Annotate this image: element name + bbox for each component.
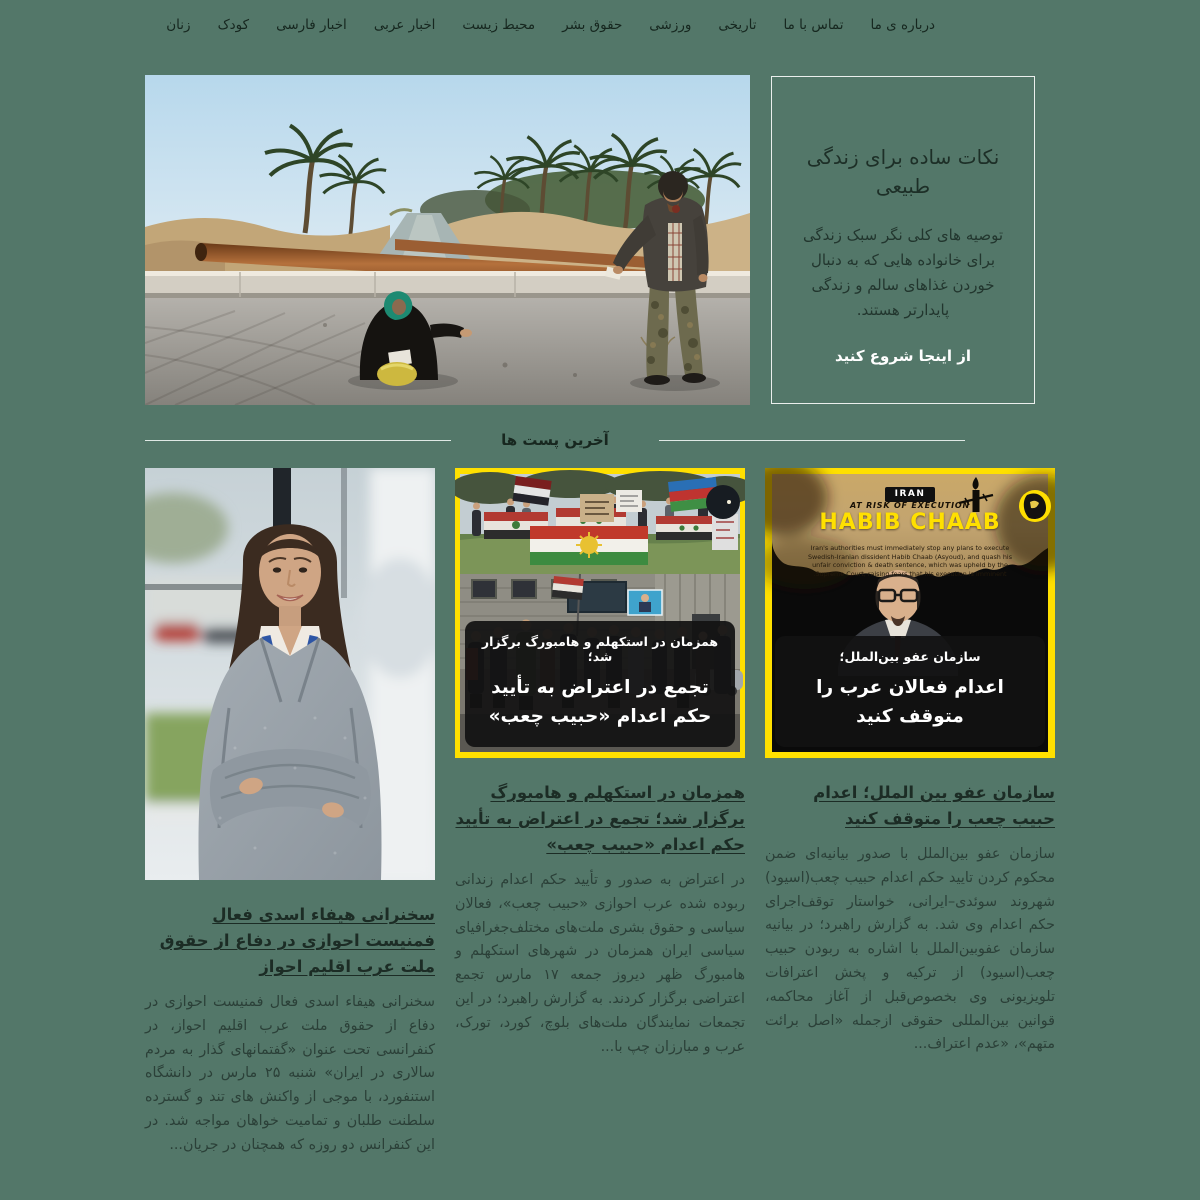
post-3-thumbnail[interactable] xyxy=(145,468,435,880)
graphic-country-badge: IRAN xyxy=(885,487,936,502)
woman-portrait-art xyxy=(145,468,435,880)
hero-desert-scene-illustration xyxy=(145,75,750,405)
post-2-caption-box xyxy=(465,621,735,747)
heading-rule-left xyxy=(145,440,451,441)
promo-cta-link[interactable]: از اینجا شروع کنید xyxy=(834,347,972,365)
post-2-title-link[interactable]: همزمان در استکهلم و هامبورگ برگزار شد؛ تجمع در اعتراض به تأیید حکم اعدام «حبیب چعب» xyxy=(455,783,745,854)
post-card-2 xyxy=(455,468,745,1059)
post-1-caption-kicker: سازمان عفو بین‌الملل؛ xyxy=(839,649,981,664)
hero-image[interactable] xyxy=(145,75,750,405)
nav-item-environment[interactable]: محیط زیست xyxy=(462,17,536,33)
latest-posts-heading: آخرین پست ها xyxy=(501,431,609,449)
post-3-title-link[interactable]: سخنرانی هیفاء اسدی فعال فمنیست احوازی در دفاع از حقوق ملت عرب اقلیم احواز xyxy=(159,905,435,976)
graphic-person-name: HABIB CHAAB xyxy=(819,510,1001,535)
site-logo-icon xyxy=(706,485,740,519)
post-2-thumbnail[interactable] xyxy=(455,468,745,758)
promo-body: توصیه های کلی نگر سبک زندگی برای خانواده هایی که به دنبال خوردن غذاهای سالم و زندگی پایدارتر هستند. xyxy=(802,226,1004,319)
nav-item-history[interactable]: تاریخی xyxy=(718,17,757,33)
post-1-caption-title: اعدام فعالان عرب را متوقف کنید xyxy=(816,677,1004,727)
promo-card xyxy=(771,76,1035,404)
nav-item-human-rights[interactable]: حقوق بشر xyxy=(562,17,623,33)
post-1-caption-box xyxy=(775,636,1045,747)
nav-item-children[interactable]: کودک xyxy=(217,17,250,33)
nav-item-contact[interactable]: تماس با ما xyxy=(783,17,844,33)
post-card-3 xyxy=(145,468,435,1158)
graphic-risk-line: AT RISK OF EXECUTION xyxy=(850,501,970,510)
post-2-caption-title: تجمع در اعتراض به تأیید حکم اعدام «حبیب چعب» xyxy=(488,677,712,727)
post-card-1 xyxy=(765,468,1055,1057)
nav-item-persian-news[interactable]: اخبار فارسی xyxy=(276,17,347,33)
latest-posts-heading-row xyxy=(145,431,965,449)
nav-item-about[interactable]: درباره ی ما xyxy=(870,17,935,33)
promo-title: نکات ساده برای زندگی طبیعی xyxy=(806,145,1000,198)
heading-rule-right xyxy=(659,440,965,441)
post-1-excerpt: سازمان عفو بین‌الملل با صدور بیانیه‌ای ضمن محکوم کردن تایید حکم اعدام حبیب چعب(اسیود) شهروند سوئدی–ایرانی، خواستار توقف‌اجرای حکم اعدام وی شد. به گزارش راهبرد؛ در بیانیه سازمان عفوبین‌الملل با اشاره به ربودن حبیب چعب(اسیود) از ترکیه و پخش اعترافات تلویزیونی وی بخصوص‌قبل از آغاز محاکمه، قوانین بین‌المللی حقوقی ازجمله «اصل برائت متهم»، «عدم اعتراف... xyxy=(765,846,1055,1053)
latest-posts-grid xyxy=(145,468,1055,1158)
graphic-statement: Iran's authorities must immediately stop any plans to execute Swedish-Iranian dissident Habib Chaab (Asyoud), and quash his unfair conviction & death sentence, which was upheld by the Supreme Court, raising fears that his execution is imminent. xyxy=(807,544,1013,578)
top-navigation xyxy=(166,17,935,33)
post-2-excerpt: در اعتراض به صدور و تأیید حکم اعدام زندانی ربوده شده عرب احوازی «حبیب چعب»، فعالان سیاسی و حقوق بشری ملت‌های مختلف‌جغرافیای سیاسی ایران همزمان در شهرهای استکهلم و هامبورگ ظهر دیروز جمعه ۱۷ مارس تجمع اعتراضی برگزار کردند. به گزارش راهبرد؛ در این تجمعات نمایندگان ملت‌های بلوچ، کورد، تورک، عرب و مبارزان چپ با... xyxy=(455,872,745,1055)
post-1-title-link[interactable]: سازمان عفو بین الملل؛ اعدام حبیب چعب را متوقف کنید xyxy=(813,783,1055,828)
post-1-thumbnail[interactable] xyxy=(765,468,1055,758)
post-2-caption-kicker: همزمان در استکهلم و هامبورگ برگزار شد؛ xyxy=(481,634,719,664)
nav-item-women[interactable]: زنان xyxy=(166,17,191,33)
post-3-excerpt: سخنرانی هیفاء اسدی فعال فمنیست احوازی در دفاع از حقوق ملت عرب اقلیم احواز، در کنفرانسی تحت عنوان «گفتمانهای گذار به مردم سالاری در ایران» شنبه ۲۵ مارس در دانشگاه استنفورد، با موجی از واکنش های تند و گسترده سلطنت طلبان و تمامیت خواهان مواجه شد. در این کنفرانس دو روزه که همچنان در جریان... xyxy=(145,994,435,1153)
nav-item-arabic-news[interactable]: اخبار عربی xyxy=(373,17,436,33)
nav-item-sports[interactable]: ورزشی xyxy=(649,17,692,33)
